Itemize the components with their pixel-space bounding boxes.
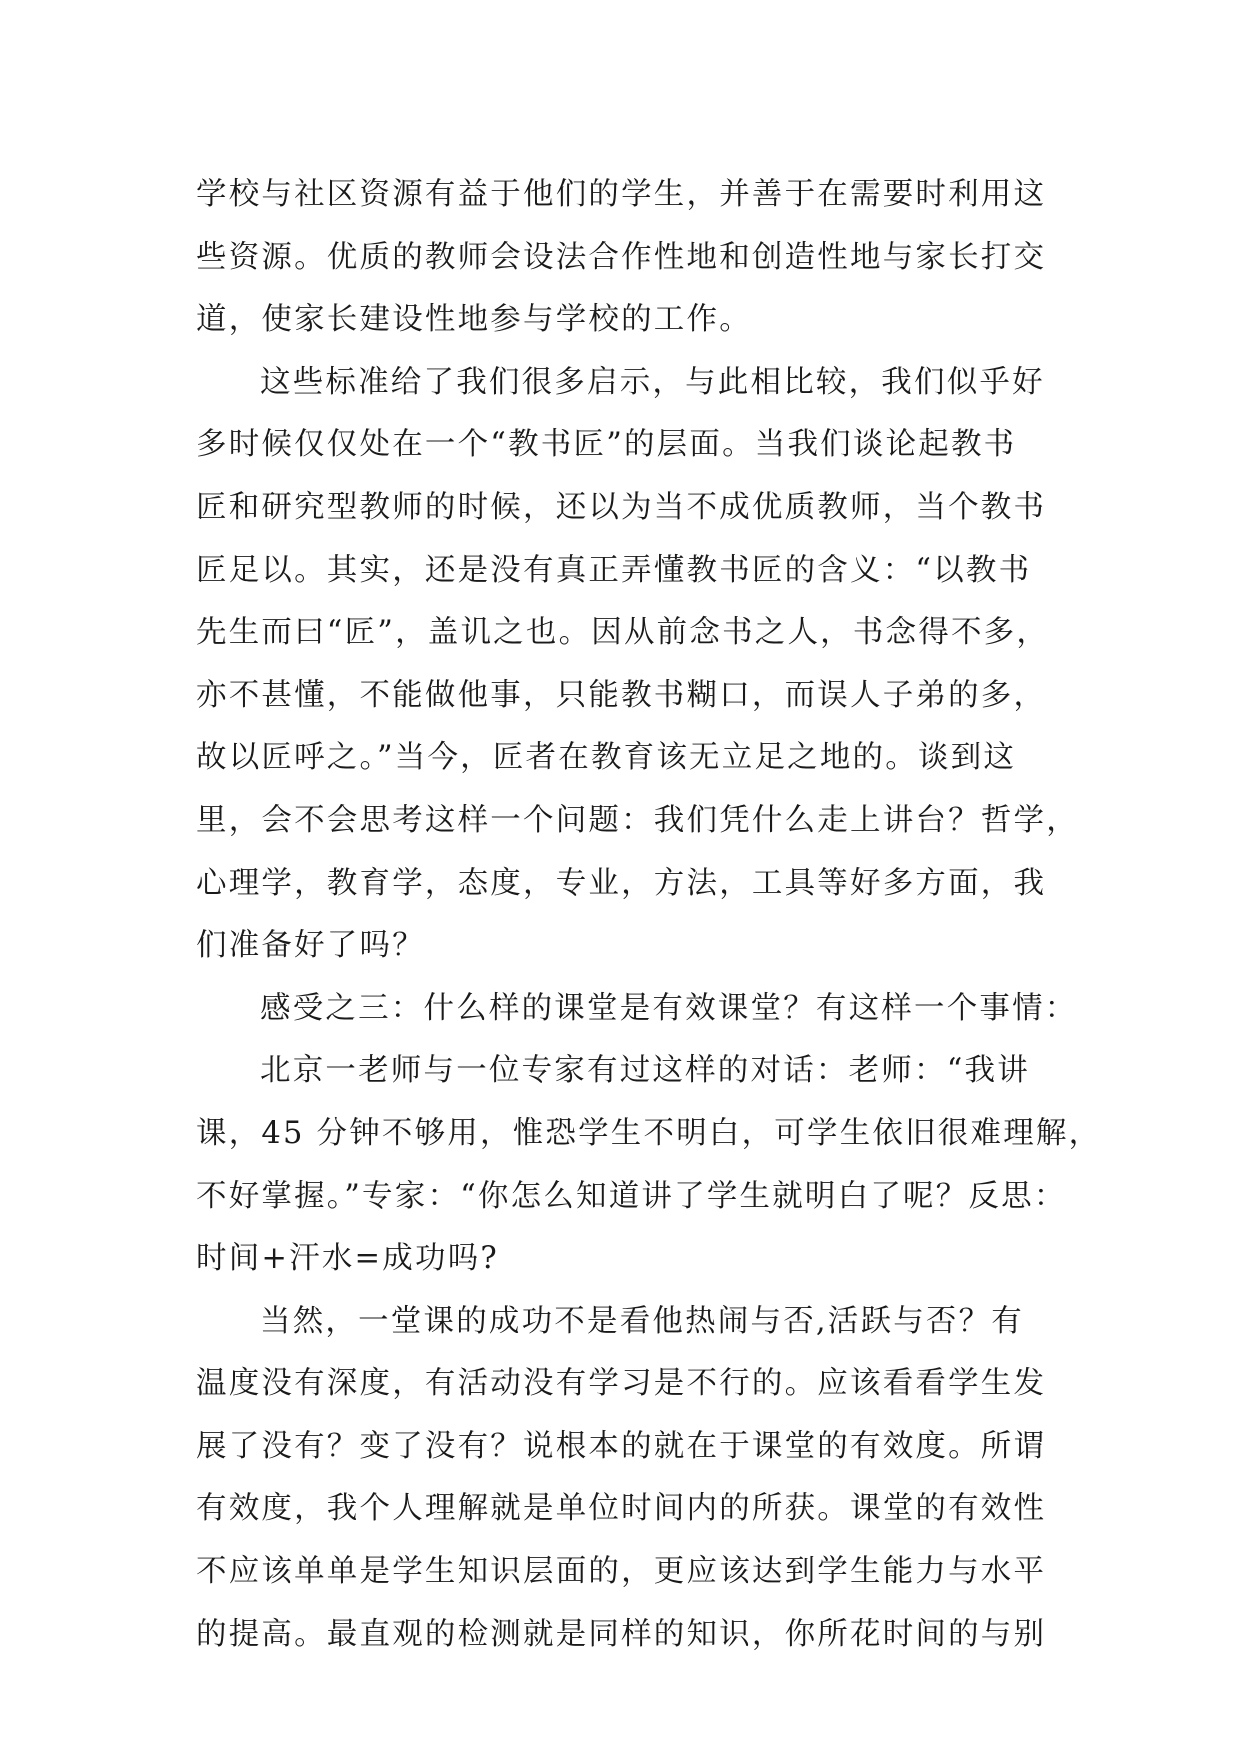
text-line: 道，使家长建设性地参与学校的工作。 xyxy=(196,302,752,338)
paragraph-first-line: 当然，一堂课的成功不是看他热闹与否,活跃与否？有 xyxy=(260,1303,1024,1339)
body-text xyxy=(196,164,1102,1666)
text-line: 匠和研究型教师的时候，还以为当不成优质教师，当个教书 xyxy=(196,489,1047,525)
paragraph-first-line: 北京一老师与一位专家有过这样的对话：老师：“我讲 xyxy=(260,1053,1030,1089)
text-line: 先生而曰“匠”，盖讥之也。因从前念书之人，书念得不多， xyxy=(196,615,1050,651)
text-line: 亦不甚懂，不能做他事，只能教书糊口，而误人子弟的多， xyxy=(196,677,1047,713)
paragraph-first-line: 这些标准给了我们很多启示，与此相比较，我们似乎好 xyxy=(260,364,1045,400)
text-line: 学校与社区资源有益于他们的学生，并善于在需要时利用这 xyxy=(196,177,1047,212)
text-line: 不好掌握。”专家：“你怎么知道讲了学生就明白了呢？反思： xyxy=(196,1178,1067,1214)
text-line: 心理学，教育学，态度，专业，方法，工具等好多方面，我 xyxy=(196,865,1047,901)
text-line: 匠足以。其实，还是没有真正弄懂教书匠的含义：“以教书 xyxy=(196,552,1032,588)
text-line: 里，会不会思考这样一个问题：我们凭什么走上讲台？哲学， xyxy=(196,802,1079,838)
text-line: 课，45 分钟不够用，惟恐学生不明白，可学生依旧很难理解， xyxy=(196,1115,1102,1151)
text-line: 多时候仅仅处在一个“教书匠”的层面。当我们谈论起教书 xyxy=(196,427,1017,463)
text-line: 们准备好了吗？ xyxy=(196,928,425,964)
text-line: 时间+汗水=成功吗? xyxy=(196,1241,499,1277)
text-line: 温度没有深度，有活动没有学习是不行的。应该看看学生发 xyxy=(196,1366,1047,1402)
text-line: 故以匠呼之。”当今，匠者在教育该无立足之地的。谈到这 xyxy=(196,740,1017,776)
text-line: 有效度，我个人理解就是单位时间内的所获。课堂的有效性 xyxy=(196,1491,1047,1527)
text-line: 不应该单单是学生知识层面的，更应该达到学生能力与水平 xyxy=(196,1554,1047,1590)
text-line: 展了没有？变了没有？说根本的就在于课堂的有效度。所谓 xyxy=(196,1428,1047,1464)
text-line: 些资源。优质的教师会设法合作性地和创造性地与家长打交 xyxy=(196,239,1047,275)
paragraph-first-line: 感受之三：什么样的课堂是有效课堂？有这样一个事情： xyxy=(260,990,1078,1026)
text-line: 的提高。最直观的检测就是同样的知识，你所花时间的与别 xyxy=(196,1616,1047,1652)
